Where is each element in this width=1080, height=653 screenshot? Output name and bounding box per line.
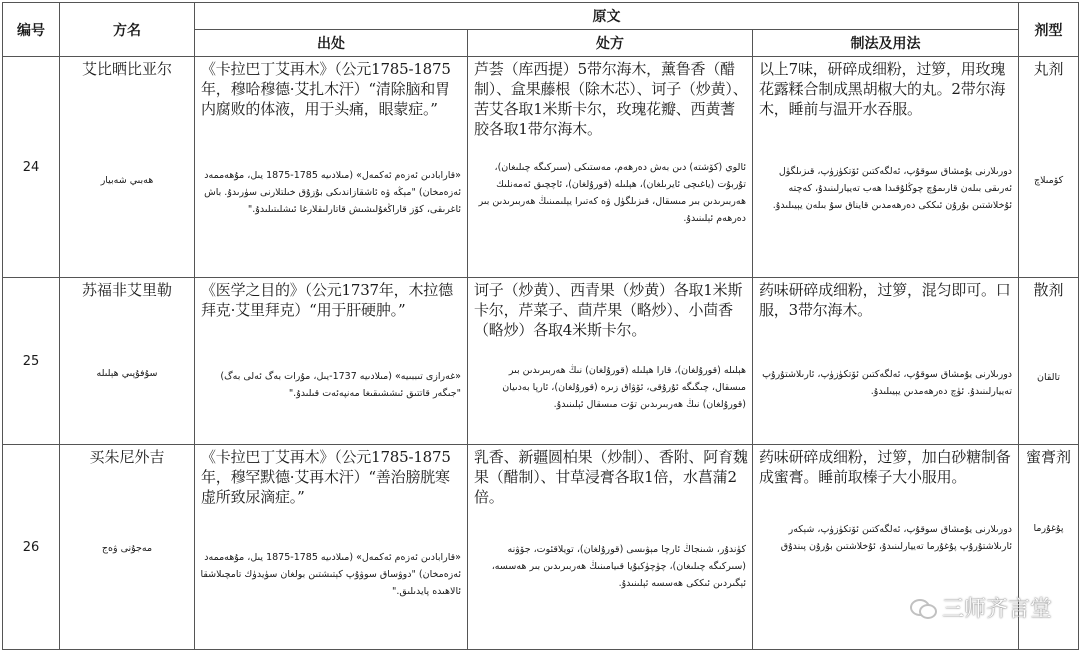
source-text-ug: «قارابادىن ئەزەم ئەكمەل» (مىلادىيە 1785-1875 يىل، مۇھەممەد ئەزەمخان) "مېڭە ۋە ئاشقازاندىكى بۇزۇق خىلتلارنى سۈرىدۇ. باش ئاغرىقى، كۆز قاراڭغۇلىشىش قاتارلىقلارغا ئىشلىتىلىدۇ." [204,170,461,215]
method-text-zh: 以上7味，研碎成细粉，过箩，用玫瑰花露糅合制成黑胡椒大的丸。2带尔海木，睡前与温开水吞服。 [759,60,1006,118]
source-text-zh: 《医学之目的》（公元1737年，木拉德拜克·艾里拜克）“用于肝硬肿。” [201,281,453,319]
method-text-ug: دورىلارنى يۇمشاق سوقۇپ، ئەلگەكتىن ئۆتكۈزۈپ، قىزىلگۈل ئەرىقى بىلەن قارىمۇچ چوڭلۇقىدا ھەب تەييارلىنىدۇ، كەچتە ئۇخلاشتىن بۇرۇن ئىككى دەرھەمدىن قايناق سۇ بىلەن يېيىلىدۇ. [772,166,1013,211]
watermark [910,592,1052,623]
source-text-zh: 《卡拉巴丁艾再木》（公元1785-1875年，穆哈穆德·艾扎木汗）“清除脑和胃内腐败的体液，用于头痛，眼蒙症。” [201,60,451,118]
formula-name-zh: 买朱尼外吉 [89,448,165,466]
prescription-text-zh: 乳香、新疆圆柏果（炒制）、香附、阿育魏果（醋制）、甘草浸膏各取1倍，水菖蒲2倍。 [474,448,748,506]
prescription-text-zh: 芦荟（库西提）5带尔海木，薰鲁香（醋制）、盒果藤根（除木芯）、诃子（炒黄）、苦艾各取1米斯卡尔，玫瑰花瓣、西黄蓍胶各取1带尔海木。 [474,60,748,138]
header-row [3,3,1079,30]
dosage-form-cell [1019,278,1079,445]
dosage-form-zh: 蜜膏剂 [1026,448,1072,466]
formula-table [2,2,1079,650]
formula-name-zh: 艾比晒比亚尔 [81,60,172,78]
header-original: 原文 [195,3,1019,30]
formula-name-cell [60,445,195,650]
row-number: 26 [3,445,60,650]
dosage-form-cell [1019,57,1079,278]
prescription-text-ug: ھېلىلە (قورۇلغان)، قارا ھېلىلە (قورۇلغان) نىڭ ھەربىرىدىن بىر مىسقال، چىگىگە ئۇرۇقى، ئۆۋاق زىرە (قورۇلغان)، ئارپا بەدىيان (قورۇلغان) نىڭ ھەربىرىدىن تۆت مىسقال ئېلىنىدۇ. [502,365,746,410]
method-text-ug: دورىلارنى يۇمشاق سوقۇپ، ئەلگەكتىن ئۆتكۈزۈپ، ئارىلاشتۇرۇپ تەييارلىنىدۇ. ئۈچ دەرھەمدىن يېيىلىدۇ. [762,369,1013,397]
header-name: 方名 [60,3,195,57]
header-method: 制法及用法 [753,30,1019,57]
prescription-text-ug: ئالوي (كۆشتە) دىن بەش دەرھەم، مەستىكى (سىركىگە چىلىغان)، تۇربۇت (ياغىچى ئايرىلغان)، ھېلىلە (قورۇلغان)، ئاچچىق ئەمەنلىك ھەربىرىدىن بىر مىسقال، قىزىلگۈل ۋە كەتىرا يېلىمىنىڭ ھەربىرىدىن بىر دەرھەم ئېلىنىدۇ. [478,162,746,224]
dosage-form-zh: 散剂 [1033,281,1064,299]
prescription-text-ug: كۈندۇر، شىنجاڭ ئارچا مېۋىسى (قورۇلغان)، تويلاقئوت، جۆۋنە (سىركىگە چىلىغان)، چۈچۈكبۇيا قىيامىنىڭ ھەربىرىدىن بىر ھەسسە، ئېگىردىن ئىككى ھەسسە ئېلىنىدۇ. [491,544,746,589]
watermark-text: 三师齐言堂 [941,597,1052,622]
prescription-text-zh: 诃子（炒黄）、西青果（炒黄）各取1米斯卡尔，芹菜子、茴芹果（略炒）、小茴香（略炒）各取4米斯卡尔。 [474,281,743,339]
method-text-zh: 药味研碎成细粉，过箩，混匀即可。口服，3带尔海木。 [759,281,1011,319]
table-row [3,57,1079,278]
source-text-ug: «قارابادىن ئەزەم ئەكمەل» (مىلادىيە 1785-1875 يىل، مۇھەممەد ئەزەمخان) "دوۋساق سوۋۇپ كېتىشتىن بولغان سۈيدۈك تامچىلاشقا ئالاھىدە پايدىلىق." [200,552,461,597]
formula-name-ug: سۇفۇپىي ھېلىلە [96,368,158,379]
header-dosage-form: 剂型 [1019,3,1079,57]
method-cell [753,57,1019,278]
formula-name-ug: ھەبىي شەبيار [100,175,154,186]
formula-name-cell [60,57,195,278]
header-prescription: 处方 [468,30,753,57]
prescription-cell [468,278,753,445]
dosage-form-zh: 丸剂 [1033,60,1064,78]
row-number: 24 [3,57,60,278]
header-number: 编号 [3,3,60,57]
source-text-ug: «غەرازى تىببىيە» (مىلادىيە 1737-يىل، مۇرات بەگ ئەلى بەگ) "جىگەر قاتتىق ئىششىقىغا مەنپەئەت قىلىدۇ." [220,371,461,399]
dosage-form-ug: كۆمىلاچ [1033,175,1064,186]
prescription-cell [468,445,753,650]
dosage-form-ug: تالقان [1036,372,1061,383]
formula-name-ug: مەجۇنى ۋەج [101,543,153,554]
method-cell [753,278,1019,445]
source-cell [195,278,468,445]
prescription-cell [468,57,753,278]
row-number: 25 [3,278,60,445]
wechat-icon [910,597,936,619]
method-text-ug: دورىلارنى يۇمشاق سوقۇپ، ئەلگەكتىن ئۆتكۈزۈپ، شېكەر ئارىلاشتۇرۇپ پۇغۇرما تەييارلىنىدۇ، ئۇخلاشتىن بۇرۇن پىندۇق [780,524,1013,552]
source-cell [195,445,468,650]
formula-name-zh: 苏福非艾里勒 [81,281,172,299]
method-text-zh: 药味研碎成细粉，过箩，加白砂糖制备成蜜膏。睡前取榛子大小服用。 [759,448,1011,486]
table-row [3,278,1079,445]
header-source: 出处 [195,30,468,57]
source-text-zh: 《卡拉巴丁艾再木》（公元1785-1875年，穆罕默德·艾再木汗）“善治膀胱寒虚所致尿滴症。” [201,448,451,506]
dosage-form-ug: پۇغۇرما [1033,523,1064,534]
formula-name-cell [60,278,195,445]
source-cell [195,57,468,278]
